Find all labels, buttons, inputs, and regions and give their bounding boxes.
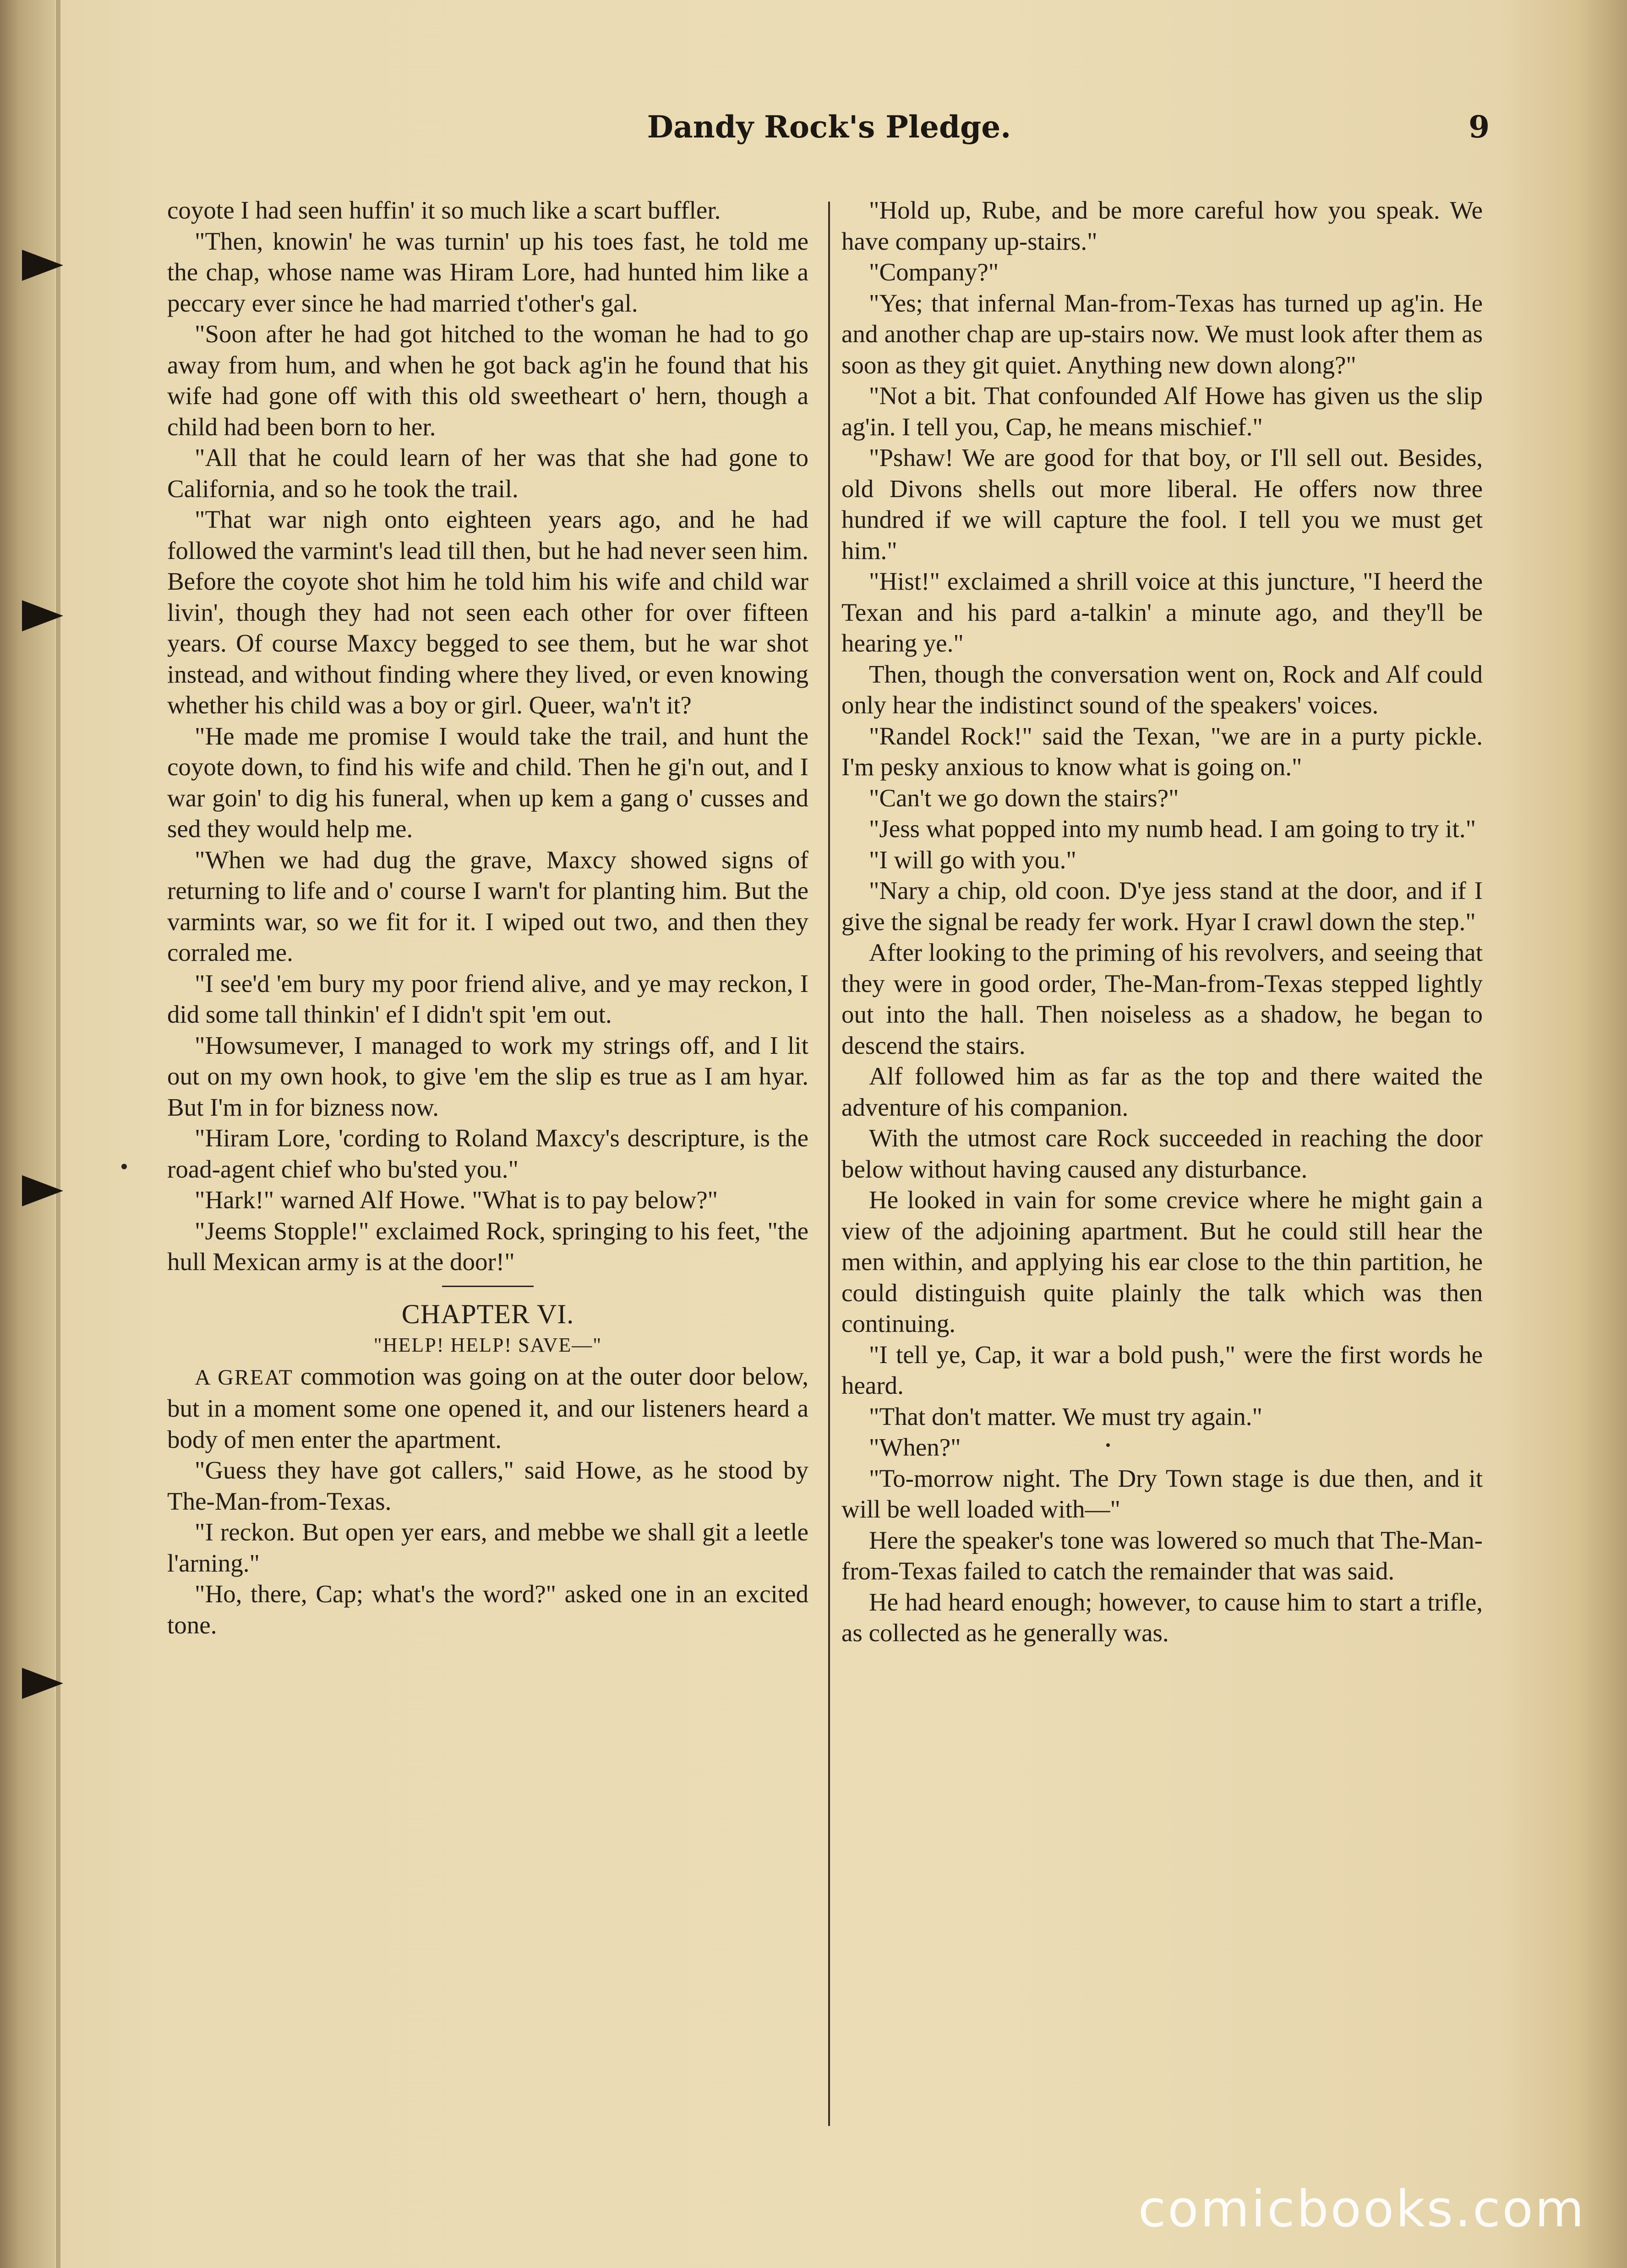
paragraph: "Not a bit. That confounded Alf Howe has given us the slip ag'in. I tell you, Cap, he means mischief." <box>841 382 1483 441</box>
paragraph: After looking to the priming of his revolvers, and seeing that they were in good order, The-Man-from-Texas stepped lightly out into the hall. Then noiseless as a shadow, he began to descend the stairs. <box>841 938 1483 1059</box>
paragraph: "Can't we go down the stairs?" <box>869 783 1179 812</box>
chapter-title: CHAPTER VI. <box>401 1298 574 1329</box>
paragraph: "Soon after he had got hitched to the woman he had to go away from hum, and when he got back ag'in he found that his wife had gone off with this old sweetheart o' hern, though a child had been born to her. <box>167 320 808 441</box>
paragraph: "Randel Rock!" said the Texan, "we are in a purty pickle. I'm pesky anxious to know what is going on." <box>841 722 1483 781</box>
paragraph: Here the speaker's tone was lowered so much that The-Man-from-Texas failed to catch the remainder that was said. <box>841 1526 1483 1585</box>
paragraph: "Hist!" exclaimed a shrill voice at this juncture, "I heerd the Texan and his pard a-talkin' a minute ago, and they'll be hearing ye." <box>841 567 1483 657</box>
binding-hole <box>22 1668 63 1699</box>
paragraph: With the utmost care Rock succeeded in reaching the door below without having caused any disturbance. <box>841 1124 1483 1183</box>
ink-speck <box>121 1164 127 1169</box>
paragraph: He had heard enough; however, to cause him to start a trifle, as collected as he generally was. <box>841 1588 1483 1647</box>
paragraph: "That don't matter. We must try again." <box>869 1402 1262 1430</box>
page-number: 9 <box>1469 109 1490 145</box>
page-header <box>0 109 1627 173</box>
paragraph: Alf followed him as far as the top and there waited the adventure of his companion. <box>841 1062 1483 1121</box>
paragraph: "Jess what popped into my numb head. I am going to try it." <box>869 815 1476 843</box>
paragraph-text: commotion was going on at the outer door below, but in a moment some one opened it, and our listeners heard a body of men enter the apartment. <box>167 1362 808 1453</box>
right-column <box>841 195 1483 1649</box>
paragraph: "Nary a chip, old coon. D'ye jess stand at the door, and if I give the signal be ready fer work. Hyar I crawl down the step." <box>841 877 1483 936</box>
watermark-text: comicbooks.com <box>1138 2180 1586 2238</box>
paragraph: "All that he could learn of her was that she had gone to California, and so he took the trail. <box>167 444 808 503</box>
chapter-subtitle: "HELP! HELP! SAVE—" <box>373 1334 602 1356</box>
paragraph: "I will go with you." <box>869 845 1076 874</box>
page-binding-strip <box>0 0 55 2268</box>
paragraph: "Ho, there, Cap; what's the word?" asked one in an excited tone. <box>167 1580 808 1639</box>
paragraph: "Hold up, Rube, and be more careful how you speak. We have company up-stairs." <box>841 196 1483 255</box>
paragraph: "Company?" <box>869 258 999 286</box>
running-title: Dandy Rock's Pledge. <box>647 109 1011 145</box>
chapter-lead-words: A GREAT <box>195 1365 293 1390</box>
paragraph: "Jeems Stopple!" exclaimed Rock, springing to his feet, "the hull Mexican army is at the door!" <box>167 1216 808 1276</box>
paragraph: "Pshaw! We are good for that boy, or I'll sell out. Besides, old Divons shells out more liberal. He offers now three hundred if we will capture the fool. I tell you we must get him." <box>841 444 1483 564</box>
chapter-opening-paragraph <box>167 1361 808 1455</box>
binding-hole <box>22 1175 63 1206</box>
ink-speck <box>1106 1443 1110 1447</box>
binding-hole <box>22 600 63 631</box>
binding-hole <box>22 250 63 281</box>
paragraph: "Howsumever, I managed to work my strings off, and I lit out on my own hook, to give 'em the slip es true as I am hyar. But I'm in for bizness now. <box>167 1031 808 1121</box>
column-divider <box>828 202 830 2126</box>
paragraph: "I see'd 'em bury my poor friend alive, and ye may reckon, I did some tall thinkin' ef I didn't spit 'em out. <box>167 969 808 1028</box>
paragraph: "When?" <box>869 1433 961 1461</box>
paragraph: "Guess they have got callers," said Howe, as he stood by The-Man-from-Texas. <box>167 1456 808 1515</box>
paragraph: "Yes; that infernal Man-from-Texas has turned up ag'in. He and another chap are up-stairs now. We must look after them as soon as they git quiet. Anything new down along?" <box>841 289 1483 379</box>
paragraph: "Hark!" warned Alf Howe. "What is to pay below?" <box>195 1186 718 1214</box>
paragraph: "Then, knowin' he was turnin' up his toes fast, he told me the chap, whose name was Hiram Lore, had hunted him like a peccary ever since he had married t'other's gal. <box>167 227 808 317</box>
paragraph: Then, though the conversation went on, Rock and Alf could only hear the indistinct sound of the speakers' voices. <box>841 660 1483 719</box>
paragraph: "That war nigh onto eighteen years ago, and he had followed the varmint's lead till then, but he had never seen him. Before the coyote shot him he told him his wife and child war livin', though they had not seen each other for over fifteen years. Of course Maxcy begged to see them, but he war shot instead, and without finding where they lived, or even knowing whether his child was a boy or girl. Queer, wa'n't it? <box>167 505 808 719</box>
paragraph: "I tell ye, Cap, it war a bold push," were the first words he heard. <box>841 1340 1483 1399</box>
paragraph: He looked in vain for some crevice where he might gain a view of the adjoining apartment. But he could still hear the men within, and applying his ear close to the thin partition, he could distinguish quite plainly the talk which was then continuing. <box>841 1186 1483 1337</box>
paragraph: "To-morrow night. The Dry Town stage is due then, and it will be well loaded with—" <box>841 1464 1483 1523</box>
paragraph: coyote I had seen huffin' it so much like a scart buffler. <box>167 196 721 224</box>
binding-edge <box>56 0 60 2268</box>
paragraph: "I reckon. But open yer ears, and mebbe we shall git a leetle l'arning." <box>167 1518 808 1577</box>
chapter-rule <box>442 1286 534 1287</box>
paragraph: "He made me promise I would take the trail, and hunt the coyote down, to find his wife and child. Then he gi'n out, and I war goin' to dig his funeral, when up kem a gang o' cusses and sed they would help me. <box>167 722 808 843</box>
paragraph: "When we had dug the grave, Maxcy showed signs of returning to life and o' course I warn't for planting him. But the varmints war, so we fit for it. I wiped out two, and then they corraled me. <box>167 845 808 966</box>
left-column <box>167 195 808 1640</box>
paragraph: "Hiram Lore, 'cording to Roland Maxcy's descripture, is the road-agent chief who bu'sted you." <box>167 1124 808 1183</box>
